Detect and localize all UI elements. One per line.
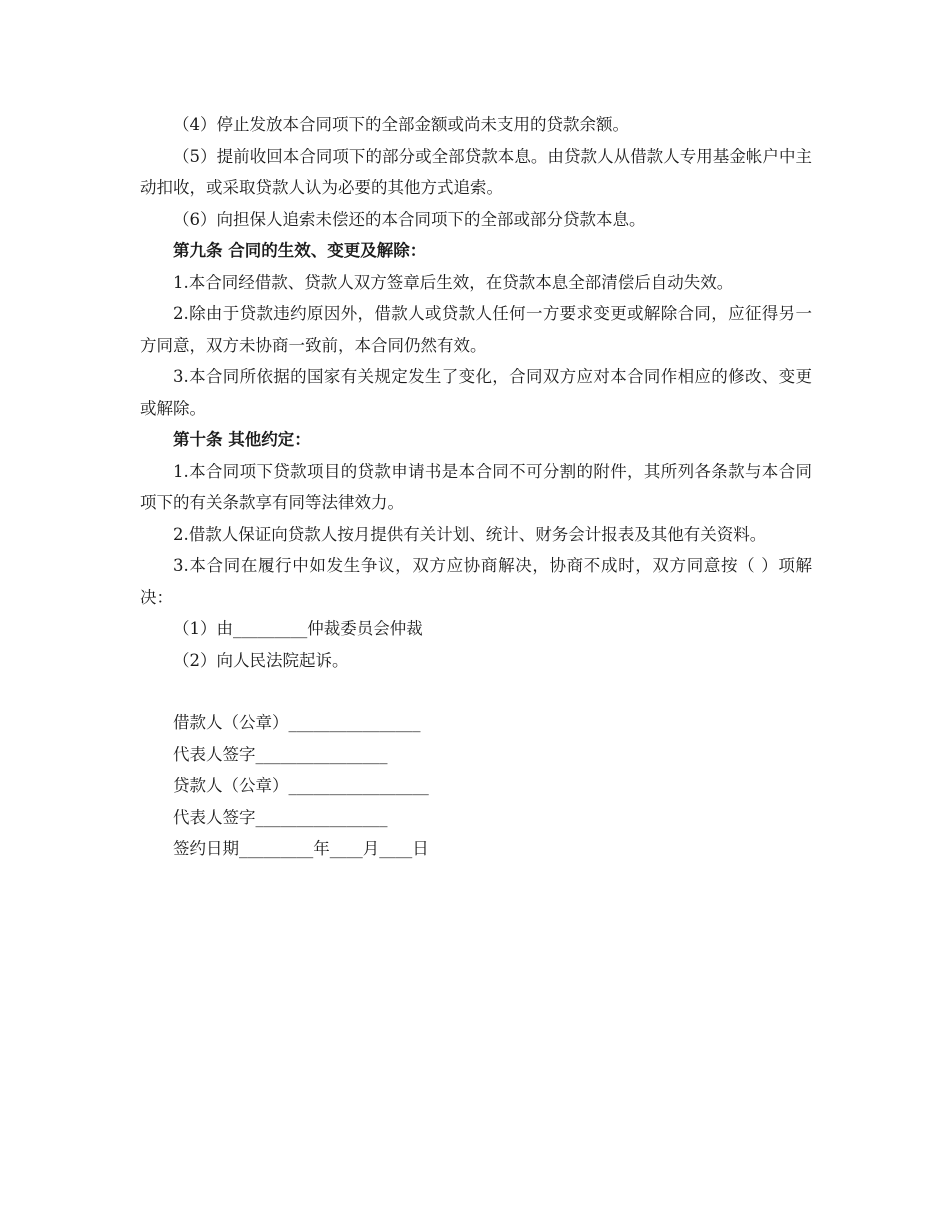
section8-item5: （5）提前收回本合同项下的部分或全部贷款本息。由贷款人从借款人专用基金帐户中主动扣收，或采取贷款人认为必要的其他方式追索。 — [140, 146, 812, 197]
section10-heading: 第十条 其他约定： — [173, 430, 311, 449]
section9-clause1: 1.本合同经借款、贷款人双方签章后生效，在贷款本息全部清偿后自动失效。 — [173, 272, 734, 292]
section9-clause3: 3.本合同所依据的国家有关规定发生了变化，合同双方应对本合同作相应的修改、变更或解除。 — [140, 367, 812, 418]
lender-seal-line: 贷款人（公章）_________________ — [173, 776, 429, 795]
section10-clause3: 3.本合同在履行中如发生争议，双方应协商解决，协商不成时，双方同意按（ ）项解决： — [140, 556, 812, 607]
arbitration-option: （1）由_________仲裁委员会仲裁 — [173, 619, 423, 638]
section9-clause2: 2.除由于贷款违约原因外，借款人或贷款人任何一方要求变更或解除合同，应征得另一方同意，双方未协商一致前，本合同仍然有效。 — [140, 304, 812, 355]
court-option: （2）向人民法院起诉。 — [173, 650, 349, 670]
contract-body — [140, 109, 812, 865]
signing-date-line: 签约日期_________年____月____日 — [173, 839, 429, 858]
borrower-seal-line: 借款人（公章）________________ — [173, 713, 421, 732]
lender-representative-line: 代表人签字________________ — [173, 807, 388, 827]
borrower-representative-line: 代表人签字________________ — [173, 744, 388, 764]
section10-clause2: 2.借款人保证向贷款人按月提供有关计划、统计、财务会计报表及其他有关资料。 — [173, 524, 767, 544]
section8-item4: （4）停止发放本合同项下的全部金额或尚未支用的贷款余额。 — [173, 115, 629, 134]
section9-heading: 第九条 合同的生效、变更及解除： — [173, 241, 427, 260]
spacer — [140, 676, 812, 707]
section10-clause1: 1.本合同项下贷款项目的贷款申请书是本合同不可分割的附件，其所列各条款与本合同项下的有关条款享有同等法律效力。 — [140, 461, 812, 512]
section8-item6: （6）向担保人追索未偿还的本合同项下的全部或部分贷款本息。 — [173, 209, 646, 229]
